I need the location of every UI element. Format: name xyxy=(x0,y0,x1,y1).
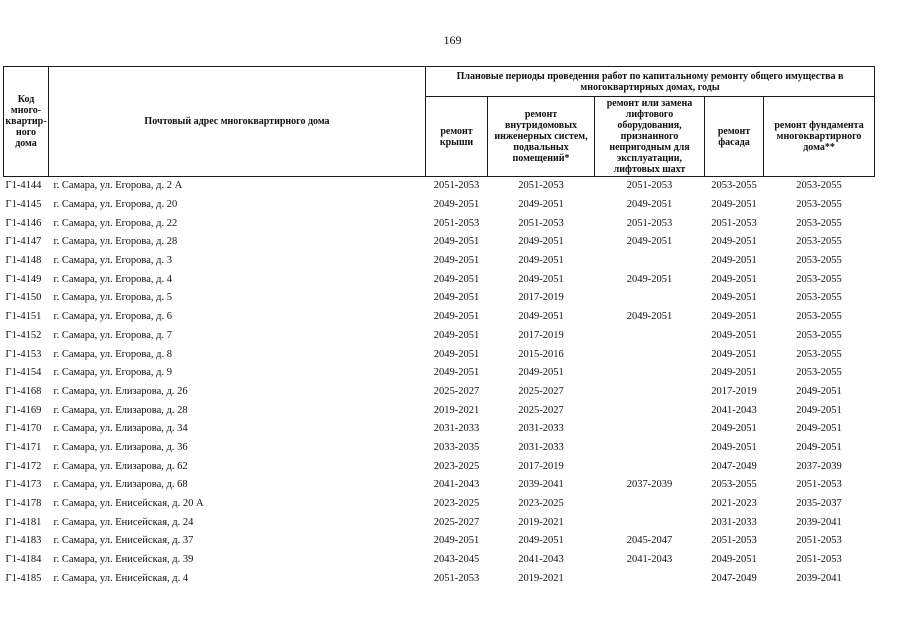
header-systems: ремонт внутридомовых инженерных систем, подвальных помещений* xyxy=(488,97,595,177)
cell-roof: 2023-2025 xyxy=(433,460,480,472)
table-row xyxy=(4,177,875,196)
table-row xyxy=(4,476,875,495)
cell-address: г. Самара, ул. Енисейская, д. 4 xyxy=(53,572,189,584)
cell-systems: 2049-2051 xyxy=(518,311,564,323)
header-facade: ремонт фасада xyxy=(705,97,764,177)
cell-systems: 2025-2027 xyxy=(518,404,564,416)
cell-roof: 2049-2051 xyxy=(433,255,480,267)
cell-address: г. Самара, ул. Егорова, д. 2 А xyxy=(49,177,426,196)
cell-lift xyxy=(595,401,705,420)
cell-facade: 2049-2051 xyxy=(711,292,757,304)
cell-address: г. Самара, ул. Егорова, д. 7 xyxy=(53,329,172,341)
cell-foundation: 2053-2055 xyxy=(796,311,842,323)
cell-foundation: 2053-2055 xyxy=(796,236,842,248)
cell-code: Г1-4154 xyxy=(5,367,42,379)
cell-roof: 2049-2051 xyxy=(433,348,480,360)
cell-roof: 2031-2033 xyxy=(433,423,480,435)
cell-lift xyxy=(595,289,705,308)
cell-foundation: 2053-2055 xyxy=(764,177,875,196)
table-row xyxy=(4,569,875,588)
cell-address: г. Самара, ул. Елизарова, д. 26 xyxy=(53,385,188,397)
cell-lift xyxy=(595,327,705,346)
cell-facade: 2049-2051 xyxy=(711,199,757,211)
cell-roof: 2019-2021 xyxy=(433,404,480,416)
cell-lift xyxy=(595,345,705,364)
cell-foundation: 2053-2055 xyxy=(796,348,842,360)
cell-lift: 2041-2043 xyxy=(626,554,673,566)
cell-code: Г1-4144 xyxy=(4,177,49,196)
cell-address: г. Самара, ул. Егорова, д. 8 xyxy=(53,348,172,360)
cell-systems: 2017-2019 xyxy=(518,460,564,472)
cell-lift xyxy=(595,569,705,588)
cell-roof: 2049-2051 xyxy=(433,329,480,341)
cell-roof: 2041-2043 xyxy=(433,479,480,491)
cell-code: Г1-4171 xyxy=(5,441,42,453)
cell-address: г. Самара, ул. Егорова, д. 20 xyxy=(53,199,178,211)
cell-facade: 2021-2023 xyxy=(711,498,757,510)
cell-code: Г1-4153 xyxy=(5,348,42,360)
cell-facade: 2049-2051 xyxy=(711,255,757,267)
cell-foundation: 2051-2053 xyxy=(796,554,842,566)
cell-foundation: 2049-2051 xyxy=(796,385,842,397)
cell-systems: 2015-2016 xyxy=(518,348,564,360)
cell-code: Г1-4169 xyxy=(5,404,42,416)
table-row xyxy=(4,214,875,233)
table-row xyxy=(4,364,875,383)
cell-address: г. Самара, ул. Егорова, д. 4 xyxy=(53,273,172,285)
cell-code: Г1-4181 xyxy=(5,516,42,528)
table-row xyxy=(4,196,875,215)
header-code: Код много-квартир-ного дома xyxy=(4,67,49,177)
table-row xyxy=(4,513,875,532)
cell-facade: 2049-2051 xyxy=(711,554,757,566)
cell-code: Г1-4173 xyxy=(5,479,42,491)
cell-code: Г1-4150 xyxy=(5,292,42,304)
cell-lift: 2049-2051 xyxy=(626,199,673,211)
page-number: 169 xyxy=(443,33,462,47)
cell-address: г. Самара, ул. Егорова, д. 3 xyxy=(53,255,172,267)
cell-foundation: 2053-2055 xyxy=(796,217,842,229)
cell-roof: 2051-2053 xyxy=(433,217,480,229)
cell-address: г. Самара, ул. Елизарова, д. 36 xyxy=(53,441,188,453)
table-row xyxy=(4,327,875,346)
cell-roof: 2049-2051 xyxy=(433,311,480,323)
cell-address: г. Самара, ул. Егорова, д. 6 xyxy=(53,311,172,323)
cell-lift: 2049-2051 xyxy=(626,273,673,285)
table-row xyxy=(4,457,875,476)
table-row xyxy=(4,345,875,364)
cell-lift xyxy=(595,383,705,402)
cell-roof: 2023-2025 xyxy=(433,498,480,510)
cell-facade: 2053-2055 xyxy=(705,177,764,196)
cell-foundation: 2049-2051 xyxy=(796,441,842,453)
cell-lift xyxy=(595,495,705,514)
cell-systems: 2017-2019 xyxy=(518,292,564,304)
cell-lift: 2037-2039 xyxy=(626,479,673,491)
cell-code: Г1-4185 xyxy=(5,572,42,584)
cell-foundation: 2053-2055 xyxy=(796,199,842,211)
cell-roof: 2051-2053 xyxy=(426,177,488,196)
cell-lift xyxy=(595,457,705,476)
header-address: Почтовый адрес многоквартирного дома xyxy=(49,67,426,177)
cell-address: г. Самара, ул. Егорова, д. 28 xyxy=(53,236,178,248)
cell-systems: 2049-2051 xyxy=(518,367,564,379)
cell-facade: 2049-2051 xyxy=(711,441,757,453)
capital-repair-table xyxy=(3,66,875,588)
cell-facade: 2049-2051 xyxy=(711,311,757,323)
cell-code: Г1-4178 xyxy=(5,498,42,510)
table-row xyxy=(4,495,875,514)
table-row xyxy=(4,439,875,458)
table-body xyxy=(4,177,875,589)
cell-address: г. Самара, ул. Енисейская, д. 37 xyxy=(53,535,194,547)
cell-address: г. Самара, ул. Елизарова, д. 68 xyxy=(53,479,188,491)
cell-lift: 2045-2047 xyxy=(626,535,673,547)
cell-roof: 2049-2051 xyxy=(433,236,480,248)
header-lift: ремонт или замена лифтового оборудования, признанного непригодным для эксплуатации, лифтовых шахт xyxy=(595,97,705,177)
table-header xyxy=(4,67,875,177)
table-row xyxy=(4,532,875,551)
cell-systems: 2039-2041 xyxy=(518,479,564,491)
cell-address: г. Самара, ул. Енисейская, д. 20 А xyxy=(53,498,204,510)
cell-roof: 2043-2045 xyxy=(433,554,480,566)
cell-facade: 2053-2055 xyxy=(711,479,757,491)
cell-lift xyxy=(595,420,705,439)
cell-facade: 2051-2053 xyxy=(711,535,757,547)
cell-facade: 2047-2049 xyxy=(711,460,757,472)
cell-lift: 2051-2053 xyxy=(595,177,705,196)
cell-code: Г1-4168 xyxy=(5,385,42,397)
cell-systems: 2031-2033 xyxy=(518,441,564,453)
cell-systems: 2049-2051 xyxy=(518,199,564,211)
cell-foundation: 2051-2053 xyxy=(796,535,842,547)
table-row xyxy=(4,308,875,327)
table-row xyxy=(4,252,875,271)
cell-foundation: 2053-2055 xyxy=(796,329,842,341)
cell-address: г. Самара, ул. Егорова, д. 5 xyxy=(53,292,172,304)
cell-facade: 2041-2043 xyxy=(711,404,757,416)
table-row xyxy=(4,383,875,402)
cell-systems: 2051-2053 xyxy=(488,177,595,196)
cell-roof: 2049-2051 xyxy=(433,273,480,285)
cell-code: Г1-4152 xyxy=(5,329,42,341)
table-row xyxy=(4,551,875,570)
cell-foundation: 2039-2041 xyxy=(796,516,842,528)
cell-systems: 2049-2051 xyxy=(518,273,564,285)
cell-code: Г1-4147 xyxy=(5,236,42,248)
cell-foundation: 2035-2037 xyxy=(796,498,842,510)
cell-roof: 2049-2051 xyxy=(433,199,480,211)
cell-address: г. Самара, ул. Елизарова, д. 28 xyxy=(53,404,188,416)
cell-code: Г1-4146 xyxy=(5,217,42,229)
cell-code: Г1-4149 xyxy=(5,273,42,285)
cell-code: Г1-4170 xyxy=(5,423,42,435)
header-foundation: ремонт фундамента многоквартирного дома** xyxy=(764,97,875,177)
cell-facade: 2049-2051 xyxy=(711,348,757,360)
cell-facade: 2049-2051 xyxy=(711,329,757,341)
cell-address: г. Самара, ул. Елизарова, д. 34 xyxy=(53,423,188,435)
cell-facade: 2049-2051 xyxy=(711,423,757,435)
cell-address: г. Самара, ул. Енисейская, д. 24 xyxy=(53,516,194,528)
cell-lift xyxy=(595,252,705,271)
cell-systems: 2041-2043 xyxy=(518,554,564,566)
cell-facade: 2049-2051 xyxy=(711,367,757,379)
cell-systems: 2031-2033 xyxy=(518,423,564,435)
cell-systems: 2049-2051 xyxy=(518,236,564,248)
cell-code: Г1-4172 xyxy=(5,460,42,472)
cell-lift xyxy=(595,513,705,532)
cell-roof: 2033-2035 xyxy=(433,441,480,453)
cell-facade: 2047-2049 xyxy=(711,572,757,584)
cell-systems: 2025-2027 xyxy=(518,385,564,397)
cell-systems: 2049-2051 xyxy=(518,535,564,547)
cell-address: г. Самара, ул. Егорова, д. 9 xyxy=(53,367,172,379)
cell-address: г. Самара, ул. Егорова, д. 22 xyxy=(53,217,178,229)
table-row xyxy=(4,401,875,420)
table-row xyxy=(4,233,875,252)
cell-facade: 2017-2019 xyxy=(711,385,757,397)
cell-systems: 2019-2021 xyxy=(518,572,564,584)
cell-facade: 2051-2053 xyxy=(711,217,757,229)
cell-systems: 2023-2025 xyxy=(518,498,564,510)
cell-roof: 2049-2051 xyxy=(433,367,480,379)
cell-code: Г1-4184 xyxy=(5,554,42,566)
cell-foundation: 2053-2055 xyxy=(796,367,842,379)
cell-code: Г1-4183 xyxy=(5,535,42,547)
cell-facade: 2049-2051 xyxy=(711,236,757,248)
cell-foundation: 2039-2041 xyxy=(796,572,842,584)
table-row xyxy=(4,270,875,289)
cell-systems: 2017-2019 xyxy=(518,329,564,341)
cell-roof: 2049-2051 xyxy=(433,292,480,304)
cell-foundation: 2037-2039 xyxy=(796,460,842,472)
cell-code: Г1-4145 xyxy=(5,199,42,211)
cell-foundation: 2049-2051 xyxy=(796,423,842,435)
cell-roof: 2025-2027 xyxy=(433,516,480,528)
cell-lift: 2049-2051 xyxy=(626,236,673,248)
cell-systems: 2019-2021 xyxy=(518,516,564,528)
cell-foundation: 2053-2055 xyxy=(796,273,842,285)
cell-roof: 2049-2051 xyxy=(433,535,480,547)
cell-foundation: 2049-2051 xyxy=(796,404,842,416)
cell-foundation: 2051-2053 xyxy=(796,479,842,491)
cell-lift: 2051-2053 xyxy=(626,217,673,229)
cell-code: Г1-4148 xyxy=(5,255,42,267)
cell-roof: 2025-2027 xyxy=(433,385,480,397)
table-row xyxy=(4,289,875,308)
cell-lift xyxy=(595,439,705,458)
cell-address: г. Самара, ул. Енисейская, д. 39 xyxy=(53,554,194,566)
cell-systems: 2051-2053 xyxy=(518,217,564,229)
cell-code: Г1-4151 xyxy=(5,311,42,323)
cell-foundation: 2053-2055 xyxy=(796,292,842,304)
cell-facade: 2049-2051 xyxy=(711,273,757,285)
cell-address: г. Самара, ул. Елизарова, д. 62 xyxy=(53,460,188,472)
header-periods: Плановые периоды проведения работ по капитальному ремонту общего имущества в многоквартирных домах, годы xyxy=(426,67,875,97)
cell-facade: 2031-2033 xyxy=(711,516,757,528)
header-roof: ремонт крыши xyxy=(426,97,488,177)
table-row xyxy=(4,420,875,439)
cell-roof: 2051-2053 xyxy=(433,572,480,584)
cell-lift: 2049-2051 xyxy=(626,311,673,323)
cell-lift xyxy=(595,364,705,383)
cell-foundation: 2053-2055 xyxy=(796,255,842,267)
cell-systems: 2049-2051 xyxy=(518,255,564,267)
